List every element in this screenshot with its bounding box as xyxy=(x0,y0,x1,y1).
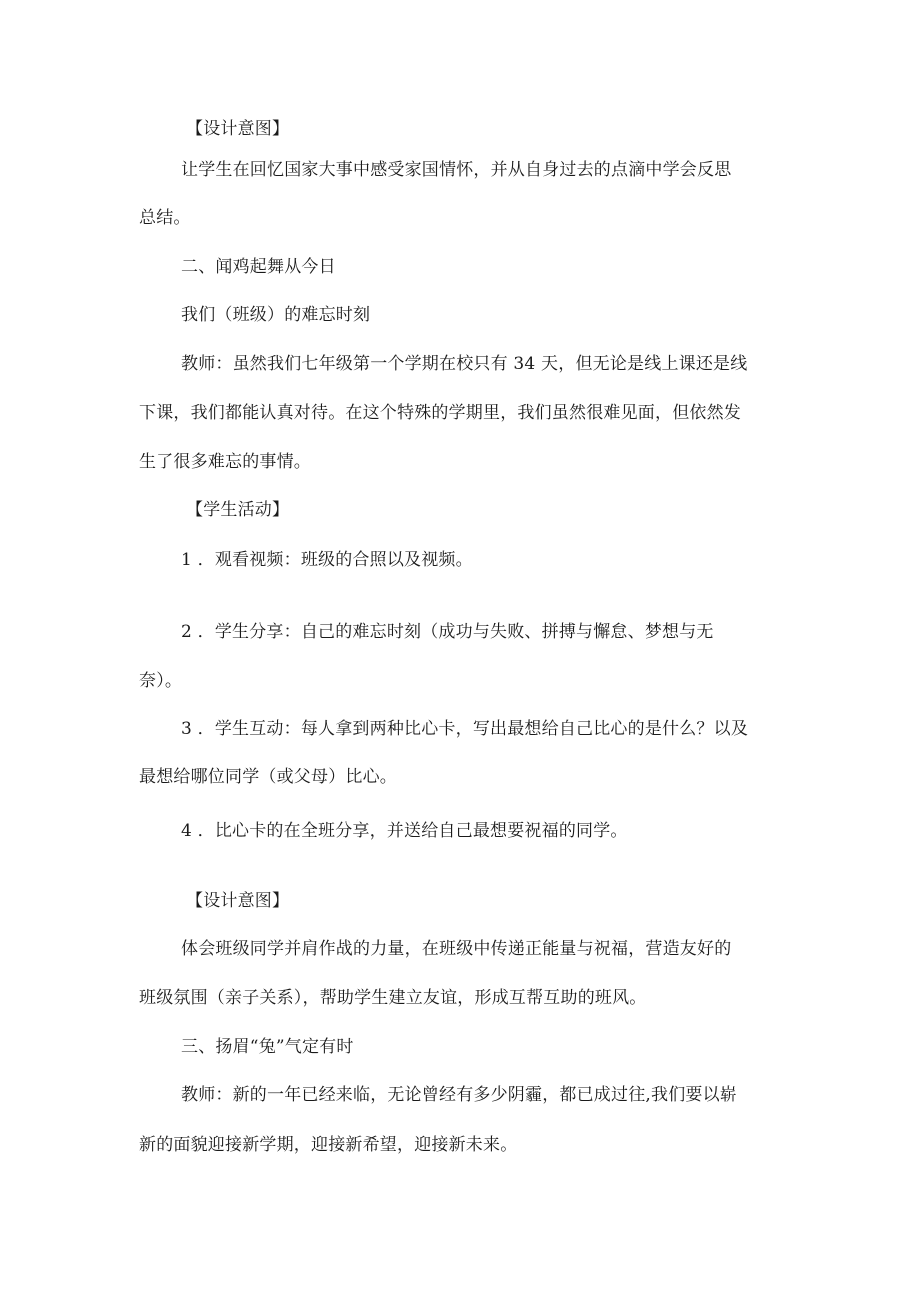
design-intent-text-1-line-1: 让学生在回忆国家大事中感受家国情怀，并从自身过去的点滴中学会反思 xyxy=(181,160,732,180)
teacher-text-2-line-1: 教师：新的一年已经来临，无论曾经有多少阴霾，都已成过往,我们要以崭 xyxy=(181,1085,738,1105)
design-intent-text-2-line-2: 班级氛围（亲子关系），帮助学生建立友谊，形成互帮互助的班风。 xyxy=(139,988,647,1008)
teacher-text-1-line-2: 下课，我们都能认真对待。在这个特殊的学期里，我们虽然很难见面，但依然发 xyxy=(139,403,741,423)
section-3-heading: 三、扬眉“兔”气定有时 xyxy=(181,1037,354,1057)
activity-item-3-line-2: 最想给哪位同学（或父母）比心。 xyxy=(139,767,397,787)
teacher-text-1-line-1: 教师：虽然我们七年级第一个学期在校只有 34 天，但无论是线上课还是线 xyxy=(181,354,748,374)
student-activity-heading: 【学生活动】 xyxy=(186,500,290,520)
design-intent-heading-1: 【设计意图】 xyxy=(186,119,290,139)
activity-item-2-line-1: 2 ．学生分享：自己的难忘时刻（成功与失败、拼搏与懈怠、梦想与无 xyxy=(181,622,714,642)
activity-item-3-line-1: 3 ．学生互动：每人拿到两种比心卡，写出最想给自己比心的是什么？以及 xyxy=(181,719,749,739)
design-intent-heading-2: 【设计意图】 xyxy=(186,891,290,911)
design-intent-text-2-line-1: 体会班级同学并肩作战的力量，在班级中传递正能量与祝福，营造友好的 xyxy=(181,939,732,959)
teacher-text-1-line-3: 生了很多难忘的事情。 xyxy=(139,452,311,472)
activity-item-1: 1 ．观看视频：班级的合照以及视频。 xyxy=(181,550,473,570)
section-2-heading: 二、闻鸡起舞从今日 xyxy=(181,257,336,277)
teacher-text-2-line-2: 新的面貌迎接新学期，迎接新希望，迎接新未来。 xyxy=(139,1135,518,1155)
design-intent-text-1-line-2: 总结。 xyxy=(139,208,191,228)
subsection-title: 我们（班级）的难忘时刻 xyxy=(181,305,371,325)
activity-item-2-line-2: 奈）。 xyxy=(139,671,183,691)
activity-item-4: 4 ．比心卡的在全班分享，并送给自己最想要祝福的同学。 xyxy=(181,821,628,841)
